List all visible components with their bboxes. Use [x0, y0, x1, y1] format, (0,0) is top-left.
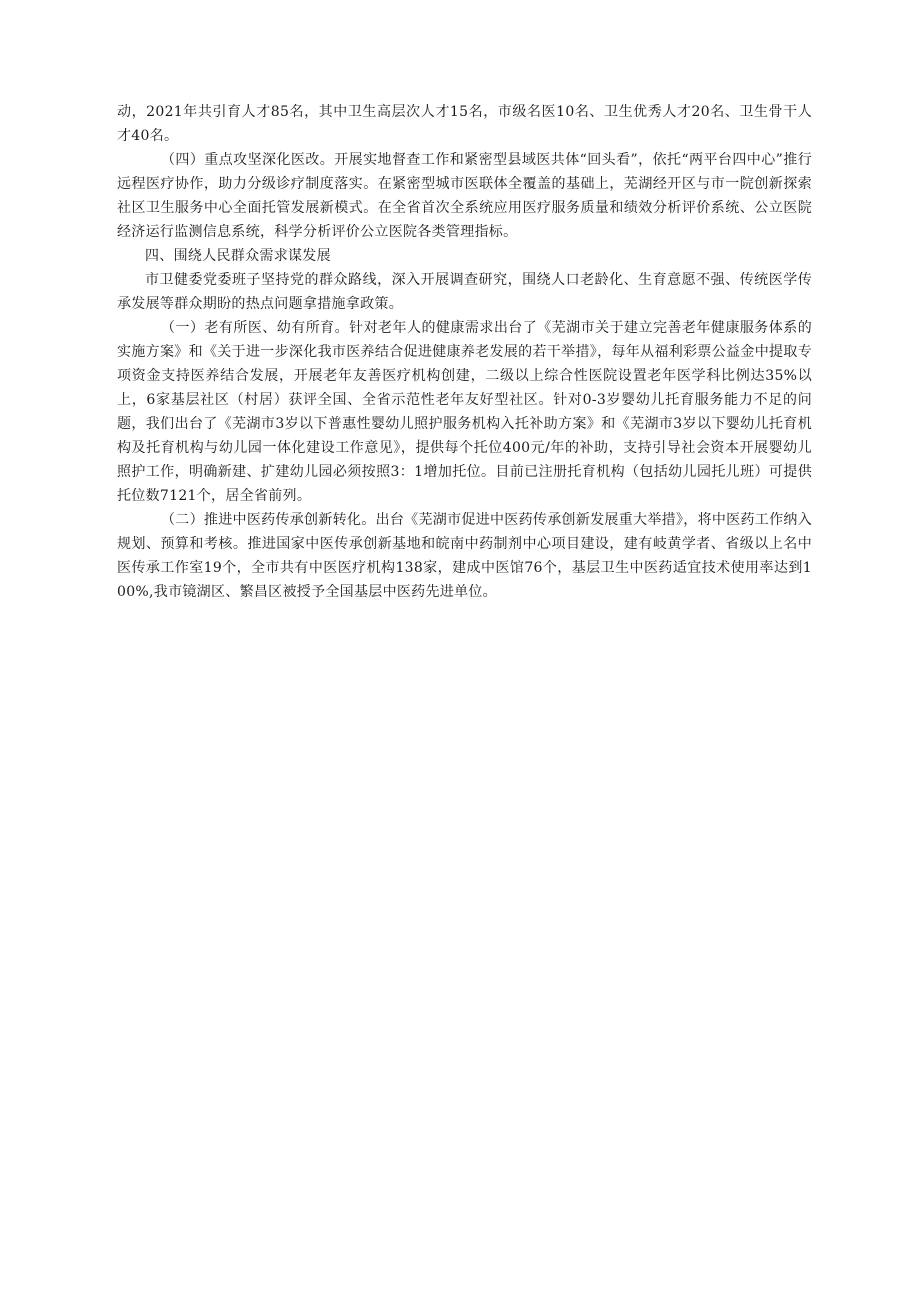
document-page: [117, 100, 812, 604]
paragraph-traditional-chinese-medicine: （二）推进中医药传承创新转化。出台《芜湖市促进中医药传承创新发展重大举措》，将中医药工作纳入规划、预算和考核。推进国家中医传承创新基地和皖南中药制剂中心项目建设，建有岐黄学者、省级以上名中医传承工作室19个，全市共有中医医疗机构138家，建成中医馆76个，基层卫生中医药适宜技术使用率达到100%,我市镜湖区、繁昌区被授予全国基层中医药先进单位。: [117, 512, 812, 600]
paragraph-elderly-and-childcare: （一）老有所医、幼有所育。针对老年人的健康需求出台了《芜湖市关于建立完善老年健康服务体系的实施方案》和《关于进一步深化我市医养结合促进健康养老发展的若干举措》，每年从福利彩票公益金中提取专项资金支持医养结合发展，开展老年友善医疗机构创建，二级以上综合性医院设置老年医学科比例达35%以上，6家基层社区（村居）获评全国、全省示范性老年友好型社区。针对0-3岁婴幼儿托育服务能力不足的问题，我们出台了《芜湖市3岁以下普惠性婴幼儿照护服务机构入托补助方案》和《芜湖市3岁以下婴幼儿托育机构及托育机构与幼儿园一体化建设工作意见》，提供每个托位400元/年的补助，支持引导社会资本开展婴幼儿照护工作，明确新建、扩建幼儿园必须按照3：1增加托位。目前已注册托育机构（包括幼儿园托儿班）可提供托位数7121个，居全省前列。: [117, 320, 812, 504]
paragraph-party-committee: 市卫健委党委班子坚持党的群众路线，深入开展调查研究，围绕人口老龄化、生育意愿不强、传统医学传承发展等群众期盼的热点问题拿措施拿政策。: [117, 272, 812, 312]
paragraph-talent-continuation: 动，2021年共引育人才85名，其中卫生高层次人才15名，市级名医10名、卫生优秀人才20名、卫生骨干人才40名。: [117, 104, 812, 144]
paragraph-medical-reform: （四）重点攻坚深化医改。开展实地督查工作和紧密型县域医共体“回头看”，依托“两平台四中心”推行远程医疗协作，助力分级诊疗制度落实。在紧密型城市医联体全覆盖的基础上，芜湖经开区与市一院创新探索社区卫生服务中心全面托管发展新模式。在全省首次全系统应用医疗服务质量和绩效分析评价系统、公立医院经济运行监测信息系统，科学分析评价公立医院各类管理指标。: [117, 152, 812, 240]
section-heading-people-needs: 四、围绕人民群众需求谋发展: [145, 248, 331, 264]
